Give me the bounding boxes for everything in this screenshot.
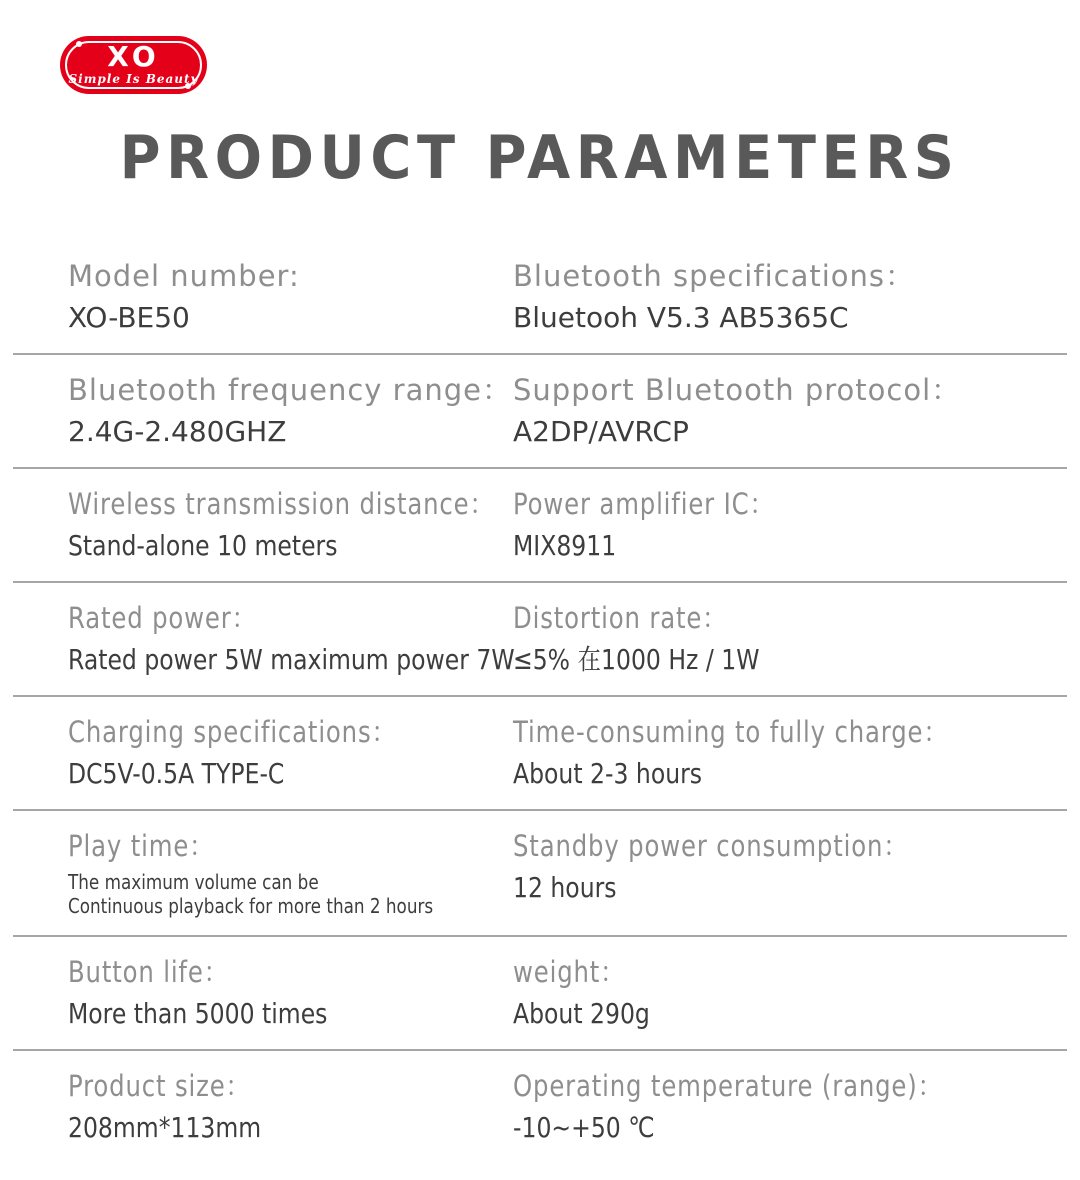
spec-value-text: 208mm*113mm bbox=[68, 1111, 262, 1144]
spec-cell-left bbox=[68, 954, 513, 1032]
spec-label-text: Time-consuming to fully charge： bbox=[513, 715, 949, 749]
spec-cell-right bbox=[513, 714, 1067, 792]
spec-cell-right bbox=[513, 954, 1067, 1032]
spec-cell-left bbox=[68, 258, 513, 336]
spec-value bbox=[513, 756, 1057, 792]
spec-value bbox=[513, 996, 1057, 1032]
spec-label-text: Standby power consumption： bbox=[513, 829, 909, 863]
spec-table bbox=[13, 250, 1067, 1163]
spec-cell-right bbox=[513, 828, 1067, 918]
spec-label-text: Play time： bbox=[68, 829, 215, 863]
spec-label-text: Support Bluetooth protocol： bbox=[513, 373, 962, 407]
spec-label bbox=[68, 600, 503, 636]
spec-label-text: Rated power： bbox=[68, 601, 257, 635]
spec-value bbox=[513, 642, 1057, 678]
spec-label-text: Bluetooth frequency range： bbox=[68, 373, 512, 407]
spec-cell-left bbox=[68, 714, 513, 792]
logo-text: XO bbox=[107, 40, 160, 73]
spec-value bbox=[68, 996, 503, 1032]
title-wrap bbox=[0, 122, 1080, 194]
spec-label-text: Power amplifier IC： bbox=[513, 487, 775, 521]
spec-value bbox=[68, 528, 503, 564]
spec-row bbox=[13, 469, 1067, 583]
spec-cell-right bbox=[513, 258, 1067, 336]
spec-value-text: XO-BE50 bbox=[68, 301, 190, 334]
spec-label-text: Distortion rate： bbox=[513, 601, 728, 635]
spec-value bbox=[513, 414, 1057, 450]
spec-value bbox=[68, 300, 503, 336]
spec-value-text: More than 5000 times bbox=[68, 997, 328, 1030]
spec-label-text: Wireless transmission distance： bbox=[68, 487, 495, 521]
spec-label bbox=[68, 372, 512, 408]
spec-cell-right bbox=[513, 1068, 1067, 1146]
spec-label-text: Product size： bbox=[68, 1069, 251, 1103]
spec-value bbox=[68, 642, 515, 678]
spec-cell-left bbox=[68, 1068, 513, 1146]
spec-cell-right bbox=[513, 372, 1067, 450]
logo-tagline: Simple Is Beauty bbox=[68, 72, 199, 86]
spec-cell-right bbox=[513, 486, 1067, 564]
spec-row bbox=[13, 697, 1067, 811]
spec-label bbox=[513, 372, 1057, 408]
spec-label-text: Operating temperature (range)： bbox=[513, 1069, 943, 1103]
spec-value bbox=[513, 300, 1057, 336]
spec-label-text: Model number: bbox=[68, 259, 300, 293]
spec-cell-left bbox=[68, 486, 513, 564]
spec-label bbox=[68, 1068, 503, 1104]
spec-value-text: Rated power 5W maximum power 7W bbox=[68, 643, 515, 676]
spec-cell-right bbox=[513, 600, 1067, 678]
spec-label-text: Charging specifications： bbox=[68, 715, 397, 749]
spec-row bbox=[13, 355, 1067, 469]
spec-label bbox=[513, 954, 1057, 990]
spec-cell-left bbox=[68, 828, 513, 918]
spec-cell-left bbox=[68, 600, 513, 678]
spec-row bbox=[13, 250, 1067, 355]
spec-value-line: Continuous playback for more than 2 hours bbox=[68, 894, 434, 918]
spec-row bbox=[13, 937, 1067, 1051]
spec-label bbox=[513, 828, 1057, 864]
spec-label bbox=[513, 258, 1057, 294]
spec-row bbox=[13, 583, 1067, 697]
spec-cell-left bbox=[68, 372, 513, 450]
spec-value bbox=[513, 528, 1057, 564]
spec-label bbox=[513, 714, 1057, 750]
spec-row bbox=[13, 811, 1067, 937]
spec-label bbox=[68, 828, 503, 864]
page-title: PRODUCT PARAMETERS bbox=[120, 123, 960, 193]
spec-value-line: The maximum volume can be bbox=[68, 870, 319, 894]
spec-label bbox=[513, 486, 1057, 522]
spec-value bbox=[513, 1110, 1057, 1146]
spec-value-text: 12 hours bbox=[513, 871, 617, 904]
spec-value-text: 2.4G-2.480GHZ bbox=[68, 415, 287, 448]
spec-value-text: DC5V-0.5A TYPE-C bbox=[68, 757, 285, 790]
spec-value-text: About 2-3 hours bbox=[513, 757, 703, 790]
spec-value bbox=[68, 756, 503, 792]
spec-label bbox=[513, 600, 1057, 636]
spec-row bbox=[13, 1051, 1067, 1163]
spec-value bbox=[68, 870, 503, 918]
spec-label-text: Bluetooth specifications： bbox=[513, 259, 916, 293]
spec-value-text: ≤5% 在1000 Hz / 1W bbox=[513, 643, 760, 676]
spec-value bbox=[68, 414, 503, 450]
spec-value-text: Stand-alone 10 meters bbox=[68, 529, 338, 562]
spec-value-text: About 290g bbox=[513, 997, 650, 1030]
xo-logo bbox=[60, 36, 207, 94]
spec-value-text: -10~+50 ℃ bbox=[513, 1111, 655, 1144]
spec-label-text: Button life： bbox=[68, 955, 229, 989]
spec-label bbox=[513, 1068, 1057, 1104]
spec-label bbox=[68, 714, 503, 750]
spec-value-text: MIX8911 bbox=[513, 529, 617, 562]
spec-label bbox=[68, 258, 503, 294]
spec-value-text: Bluetooh V5.3 AB5365C bbox=[513, 301, 849, 334]
spec-label bbox=[68, 954, 503, 990]
spec-value bbox=[513, 870, 1057, 906]
spec-label bbox=[68, 486, 503, 522]
spec-value-text: A2DP/AVRCP bbox=[513, 415, 689, 448]
spec-label-text: weight： bbox=[513, 955, 626, 989]
spec-value bbox=[68, 1110, 503, 1146]
